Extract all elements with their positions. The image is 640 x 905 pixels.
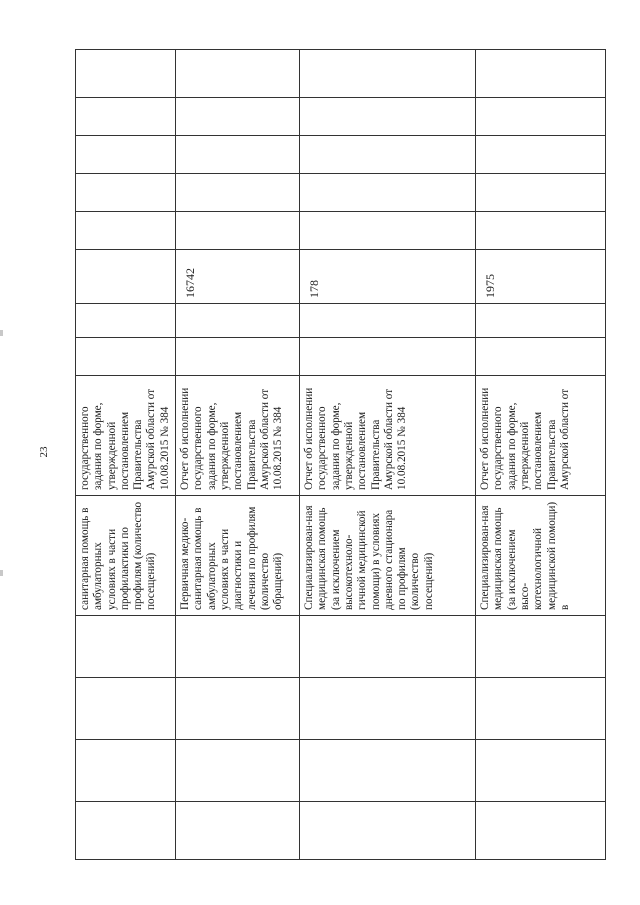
table-cell — [476, 802, 606, 860]
table-cell — [300, 50, 476, 98]
table-cell — [300, 136, 476, 174]
service-name-cell: Специализирован-ная медицинская помощь (за исключением высо-котехнологичной медицинской помощи) в — [476, 496, 606, 616]
table-cell — [76, 740, 176, 802]
value-cell — [76, 250, 176, 304]
table-cell — [76, 136, 176, 174]
table-cell — [176, 304, 300, 338]
table-cell — [476, 740, 606, 802]
report-cell: Отчет об исполнении государственного задания по форме, утвержденной постановлением Правительства Амурской области от 10.08.2015 № 384 — [300, 376, 476, 496]
table-cell — [176, 740, 300, 802]
scan-edge-mark — [0, 570, 3, 576]
table-cell — [176, 616, 300, 678]
table-cell — [76, 802, 176, 860]
value-cell: 1975 — [476, 250, 606, 304]
service-name-cell: санитарная помощь в амбулаторных условиях в части профилактики по профилям (количество посещений) — [76, 496, 176, 616]
table-cell — [476, 212, 606, 250]
table-cell — [300, 304, 476, 338]
page-number: 23 — [38, 446, 50, 458]
table-cell — [76, 678, 176, 740]
table-cell — [300, 740, 476, 802]
table-cell — [76, 98, 176, 136]
table-cell — [300, 98, 476, 136]
table-cell — [476, 174, 606, 212]
table-cell — [476, 304, 606, 338]
table-cell — [176, 98, 300, 136]
table-cell — [76, 304, 176, 338]
table-row — [476, 50, 606, 860]
service-name-cell: Специализирован-ная медицинская помощь (за исключением высокотехноло-гичной медицинской помощи) в условиях дневного стационара по профилям (количество посещений) — [300, 496, 476, 616]
service-name-cell: Первичная медико-санитарная помощь в амбулаторных условиях в части диагностики и лечения по профилям (количество обращений) — [176, 496, 300, 616]
table-cell — [300, 212, 476, 250]
report-cell: Отчет об исполнении государственного задания по форме, утвержденной постановлением Правительства Амурской области от — [476, 376, 606, 496]
table-cell — [176, 50, 300, 98]
table-cell — [476, 678, 606, 740]
table-cell — [476, 136, 606, 174]
value-cell: 178 — [300, 250, 476, 304]
table-cell — [300, 338, 476, 376]
table-row — [176, 50, 300, 860]
report-table — [75, 49, 606, 860]
table-row — [300, 50, 476, 860]
table-cell — [176, 338, 300, 376]
table-cell — [300, 616, 476, 678]
table-cell — [300, 678, 476, 740]
table-row — [76, 50, 176, 860]
table-cell — [176, 802, 300, 860]
table-cell — [176, 678, 300, 740]
value-cell: 16742 — [176, 250, 300, 304]
scan-edge-mark — [0, 330, 3, 336]
table-cell — [176, 136, 300, 174]
table-cell — [476, 50, 606, 98]
table-cell — [476, 98, 606, 136]
rotated-table-wrapper — [75, 50, 605, 860]
table-cell — [300, 174, 476, 212]
table-cell — [476, 338, 606, 376]
table-cell — [76, 212, 176, 250]
report-cell: Отчет об исполнении государственного задания по форме, утвержденной постановлением Правительства Амурской области от 10.08.2015 № 384 — [176, 376, 300, 496]
table-cell — [476, 616, 606, 678]
table-cell — [76, 338, 176, 376]
table-cell — [76, 174, 176, 212]
table-cell — [76, 50, 176, 98]
table-cell — [176, 212, 300, 250]
table-cell — [76, 616, 176, 678]
document-frame — [75, 50, 605, 860]
report-cell: государственного задания по форме, утвержденной постановлением Правительства Амурской области от 10.08.2015 № 384 — [76, 376, 176, 496]
table-cell — [176, 174, 300, 212]
table-cell — [300, 802, 476, 860]
